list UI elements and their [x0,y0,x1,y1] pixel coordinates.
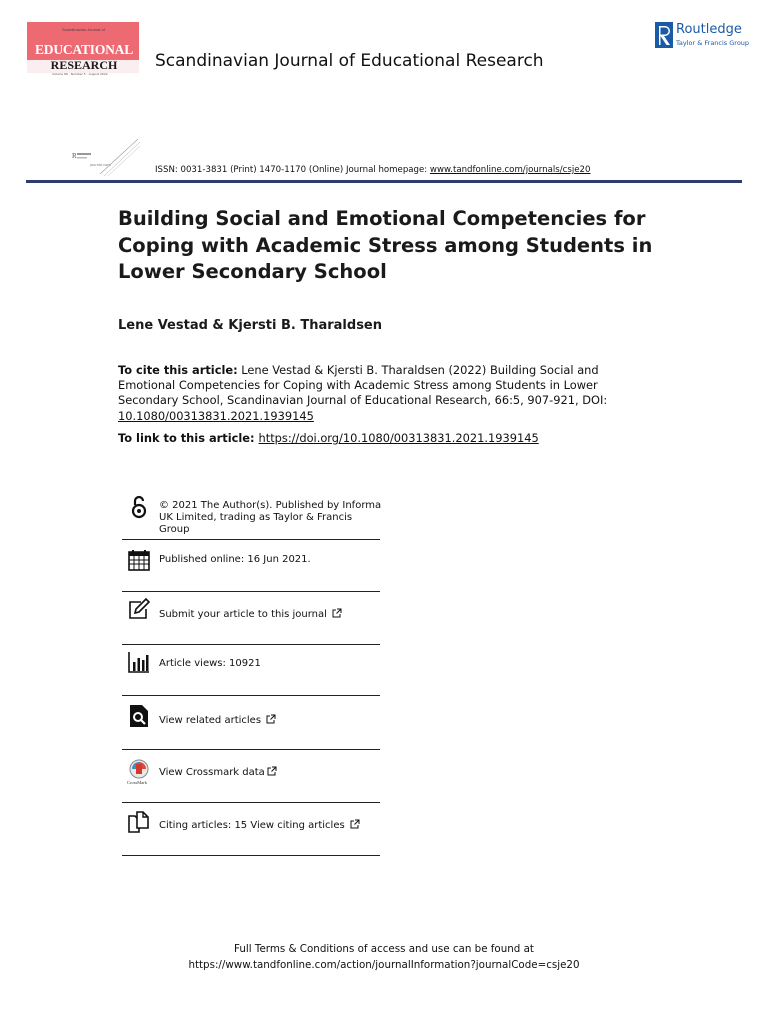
license-text: © 2021 The Author(s). Published by Informa UK Limited, trading as Taylor & Francis Group [159,500,382,535]
article-doi-link[interactable]: https://doi.org/10.1080/00313831.2021.1939145 [258,431,539,445]
related-articles-link[interactable] [159,714,384,727]
cite-label: To cite this article: [118,363,238,377]
cover-word-research: RESEARCH [50,58,118,72]
header-divider [26,180,742,183]
citing-articles-link[interactable] [159,819,384,832]
cite-doi-link[interactable]: 10.1080/00313831.2021.1939145 [118,408,314,423]
calendar-icon [127,548,151,572]
footer-terms [0,942,768,973]
crossmark-icon [127,758,151,782]
info-divider [122,749,380,750]
info-divider [122,539,380,540]
issn-text: ISSN: 0031-3831 (Print) 1470-1170 (Online) Journal homepage: [155,165,430,175]
related-articles-icon [127,704,151,728]
submit-label[interactable]: Submit your article to this journal [159,609,327,620]
publisher-name: Routledge [676,22,742,37]
crossmark-label[interactable]: View Crossmark data [159,767,265,778]
info-divider [122,802,380,803]
cover-subtitle: Scandinavian Journal of [62,27,105,32]
article-title: Building Social and Emotional Competencies for Coping with Academic Stress among Students in Lower Secondary School [118,207,653,283]
link-label: To link to this article: [118,431,259,445]
citation-block [118,363,608,424]
issn-line [155,165,590,175]
external-link-icon [332,608,342,618]
external-link-icon [266,714,276,724]
crossmark-link[interactable] [159,766,384,779]
citing-label[interactable]: Citing articles: 15 View citing articles [159,820,345,831]
edit-icon [127,598,151,622]
external-link-icon [350,819,360,829]
info-divider [122,644,380,645]
svg-text:journal.com: journal.com [90,163,111,167]
footer-terms-url[interactable]: https://www.tandfonline.com/action/journalInformation?journalCode=csje20 [188,958,580,971]
info-divider [122,855,380,856]
info-divider [122,695,380,696]
publisher-subtitle: Taylor & Francis Group [676,39,750,47]
submit-article-link[interactable] [159,608,384,621]
info-divider [122,591,380,592]
citing-articles-icon [127,810,151,834]
bar-chart-icon [127,650,151,674]
article-authors: Lene Vestad & Kjersti B. Tharaldsen [118,318,382,333]
svg-text:R: R [72,152,77,160]
cover-word-educational: EDUCATIONAL [34,42,134,57]
related-label[interactable]: View related articles [159,715,262,726]
article-views: Article views: 10921 [159,658,261,669]
cover-volume-info: Volume 66 · Number 5 · August 2022 [52,72,108,76]
footer-line-1: Full Terms & Conditions of access and use can be found at [234,943,534,955]
open-access-icon [127,495,151,519]
published-date: Published online: 16 Jun 2021. [159,554,311,565]
journal-homepage-link[interactable]: www.tandfonline.com/journals/csje20 [429,165,591,175]
journal-name: Scandinavian Journal of Educational Research [155,51,544,71]
external-link-icon [267,766,277,776]
crossmark-logo-text: CrossMark [127,780,147,785]
taylor-francis-small-logo [70,136,142,178]
routledge-logo-icon [655,22,673,48]
cite-text: Lene Vestad & Kjersti B. Tharaldsen (2022) Building Social and Emotional Competencies for Coping with Academic Stress among Students in Lower Secondary School, Scandinavian Journal of Educational Research, 66:5, 907-921, DOI: [118,363,608,408]
article-link-block [118,431,539,445]
